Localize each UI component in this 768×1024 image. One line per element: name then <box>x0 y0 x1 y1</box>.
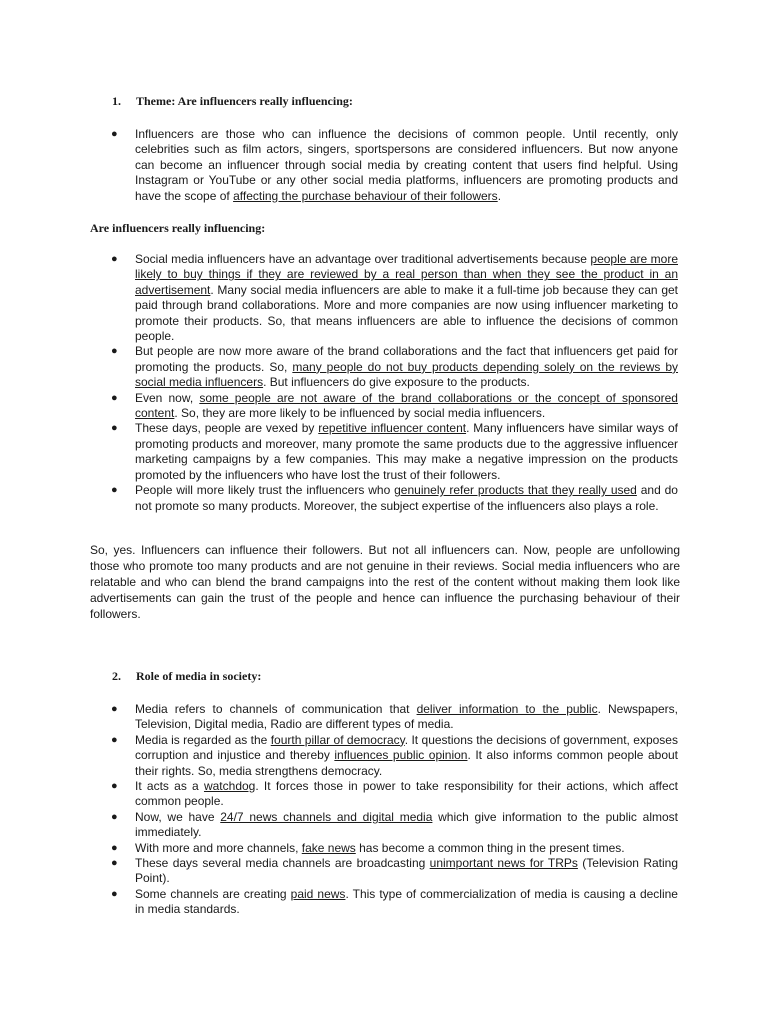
list-item: ● Media refers to channels of communication that deliver information to the public. Newspapers, Television, Digital media, Radio are different types of media. <box>111 702 679 732</box>
list-item: ● Now, we have 24/7 news channels and digital media which give information to the public almost immediately. <box>111 809 679 840</box>
bullet-icon: ● <box>111 128 118 140</box>
section-1-heading <box>112 94 353 108</box>
bullet-icon: ● <box>111 484 118 497</box>
bullet-icon: ● <box>111 857 118 870</box>
bullet-icon: ● <box>111 345 118 358</box>
section-1-list <box>108 252 678 514</box>
bullet-icon: ● <box>111 810 118 823</box>
intro-list <box>108 127 678 204</box>
list-item: ● People will more likely trust the influencers who genuinely refer products that they really used and do not promote so many products. Moreover, the subject expertise of the influencers also plays a role. <box>111 483 678 513</box>
bullet-icon: ● <box>111 887 118 900</box>
bullet-icon: ● <box>111 391 118 404</box>
list-item: ● These days several media channels are broadcasting unimportant news for TRPs (Television Rating Point). <box>111 856 679 886</box>
section-2-list <box>108 702 678 918</box>
bullet-icon: ● <box>111 422 118 435</box>
list-item: ● Some channels are creating paid news. This type of commercialization of media is causing a decline in media standards. <box>111 886 678 917</box>
bullet-icon: ● <box>111 703 118 715</box>
list-item: ● Media is regarded as the fourth pillar of democracy. It questions the decisions of government, exposes corruption and injustice and thereby influences public opinion. It also informs common people about their rights. So, media strengthens democracy. <box>111 732 679 778</box>
section-1-number: 1. <box>112 94 121 108</box>
bullet-icon: ● <box>111 253 118 265</box>
bullet-icon: ● <box>111 780 118 793</box>
section-2-heading <box>112 669 261 683</box>
list-item: ● It acts as a watchdog. It forces those in power to take responsibility for their actions, which affect common people. <box>111 779 679 809</box>
section-1-title: Theme: Are influencers really influencing: <box>136 94 353 108</box>
section-2-number: 2. <box>112 669 121 683</box>
list-item: ● Influencers are those who can influence the decisions of common people. Until recently, only celebrities such as film actors, singers, sportspersons are considered influencers. But now anyone can become an influencer through social media by creating content that users find helpful. Using Instagram or YouTube or any other social media platforms, influencers are promoting products and have the scope of affecting the purchase behaviour of their followers. <box>111 127 678 203</box>
list-item: ● These days, people are vexed by repetitive influencer content. Many influencers have similar ways of promoting products and moreover, many promote the same products due to the aggressive influencer marketing campaigns by a few companies. This may make a negative impression on the products promoted by the influencers who have lost the trust of their followers. <box>111 421 678 482</box>
list-item: ● With more and more channels, fake news has become a common thing in the present times. <box>111 840 625 855</box>
bullet-icon: ● <box>111 733 118 746</box>
section-2-title: Role of media in society: <box>136 669 262 683</box>
subheading: Are influencers really influencing: <box>90 221 266 235</box>
list-item: ● Social media influencers have an advantage over traditional advertisements because people are more likely to buy things if they are reviewed by a real person than when they see the product in an advertisement. Many social media influencers are able to make it a full-time job because they can get paid through brand collaborations. More and more companies are now using influencer marketing to promote their products. So, that means influencers are able to influence the decisions of common people. <box>111 252 678 344</box>
bullet-icon: ● <box>111 841 118 854</box>
list-item: ● Even now, some people are not aware of the brand collaborations or the concept of sponsored content. So, they are more likely to be influenced by social media influencers. <box>111 390 678 421</box>
list-item: ● But people are now more aware of the brand collaborations and the fact that influencers get paid for promoting the products. So, many people do not buy products depending solely on the reviews by social media influencers. But influencers do give exposure to the products. <box>111 344 679 390</box>
conclusion-paragraph: So, yes. Influencers can influence their followers. But not all influencers can. Now, people are unfollowing those who promote too many products and are not genuine in their reviews. Social media influencers who are relatable and who can blend the brand campaigns into the rest of the content without making them look like advertisements can gain the trust of the people and hence can influence the purchasing behaviour of their followers. <box>90 543 680 621</box>
